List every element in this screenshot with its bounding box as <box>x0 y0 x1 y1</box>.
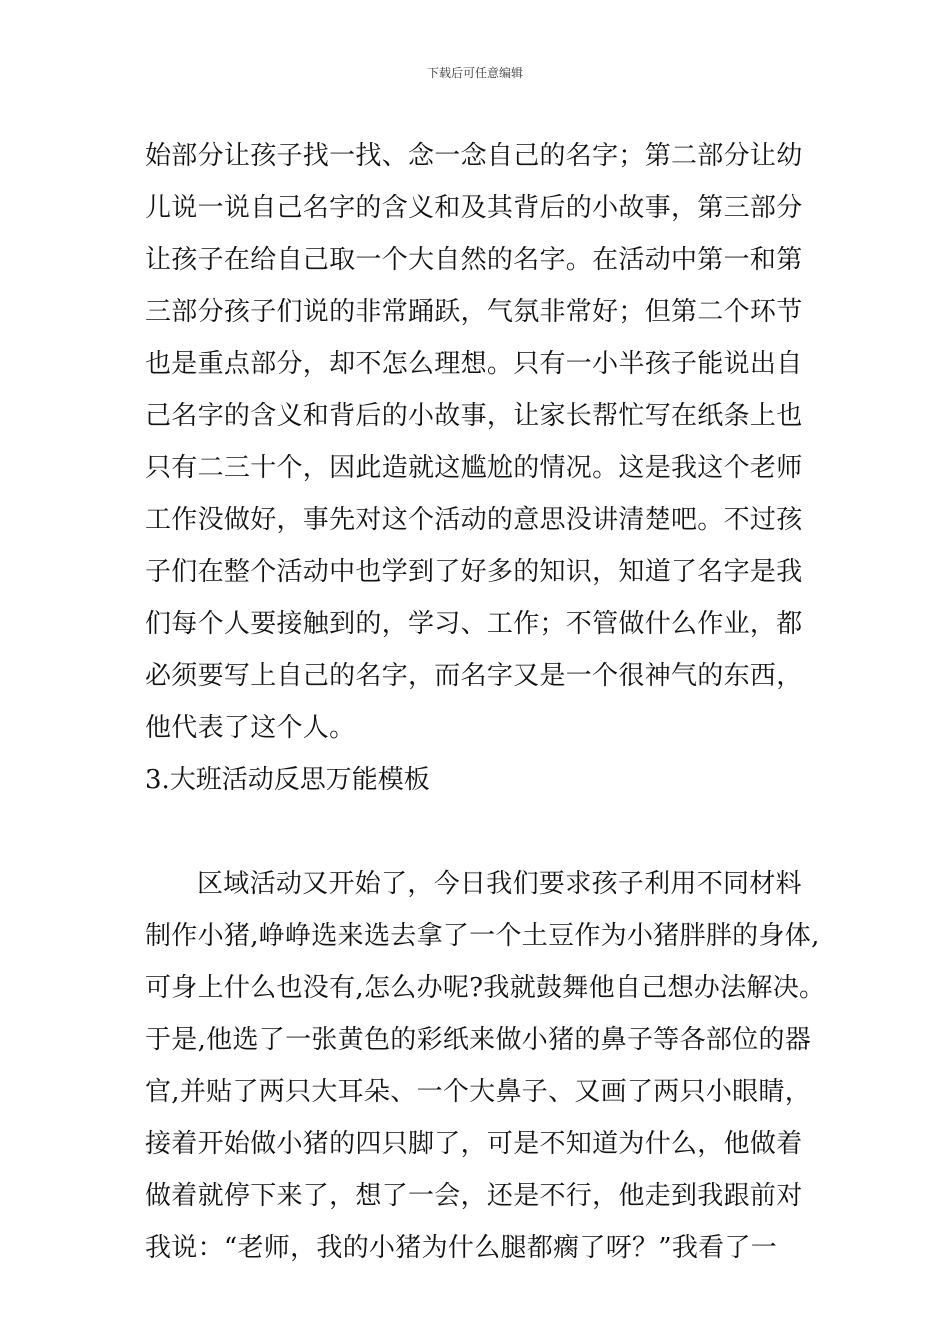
paragraph-2 <box>145 858 825 1274</box>
text-line: 必须要写上自己的名字，而名字又是一个很神气的东西， <box>145 661 803 691</box>
text-line: 我说：“老师，我的小猪为什么腿都瘸了呀？”我看了一 <box>145 1233 778 1263</box>
text-line: 制作小猪,峥峥选来选去拿了一个土豆作为小猪胖胖的身体, <box>145 921 820 951</box>
text-line: 儿说一说自己名字的含义和及其背后的小故事，第三部分 <box>145 193 803 223</box>
text-line: 区域活动又开始了，今日我们要求孩子利用不同材料 <box>197 869 802 899</box>
text-line: 们每个人要接触到的，学习、工作；不管做什么作业，都 <box>145 609 803 639</box>
text-line: 工作没做好，事先对这个活动的意思没讲清楚吧。不过孩 <box>145 505 803 535</box>
text-line: 可身上什么也没有,怎么办呢?我就鼓舞他自己想办法解决。 <box>145 973 826 1003</box>
text-line: 官,并贴了两只大耳朵、一个大鼻子、又画了两只小眼睛， <box>145 1077 812 1107</box>
text-line: 他代表了这个人。 <box>145 713 356 743</box>
text-line: 子们在整个活动中也学到了好多的知识，知道了名字是我 <box>145 557 803 587</box>
document-body <box>145 130 825 1274</box>
text-line: 三部分孩子们说的非常踊跃，气氛非常好；但第二个环节 <box>145 297 803 327</box>
section-heading: 3.大班活动反思万能模板 <box>145 765 430 795</box>
text-line: 己名字的含义和背后的小故事，让家长帮忙写在纸条上也 <box>145 401 803 431</box>
text-line: 也是重点部分，却不怎么理想。只有一小半孩子能说出自 <box>145 349 803 379</box>
text-line: 始部分让孩子找一找、念一念自己的名字；第二部分让幼 <box>145 141 803 171</box>
page-header: 下载后可任意编辑 <box>426 66 523 80</box>
blank-line <box>145 806 825 858</box>
text-line: 接着开始做小猪的四只脚了，可是不知道为什么，他做着 <box>145 1129 803 1159</box>
paragraph-1 <box>145 130 825 754</box>
text-line: 于是,他选了一张黄色的彩纸来做小猪的鼻子等各部位的器 <box>145 1025 812 1055</box>
text-line: 做着就停下来了，想了一会，还是不行，他走到我跟前对 <box>145 1181 803 1211</box>
text-line: 只有二三十个，因此造就这尴尬的情况。这是我这个老师 <box>145 453 803 483</box>
text-line: 让孩子在给自己取一个大自然的名字。在活动中第一和第 <box>145 245 803 275</box>
